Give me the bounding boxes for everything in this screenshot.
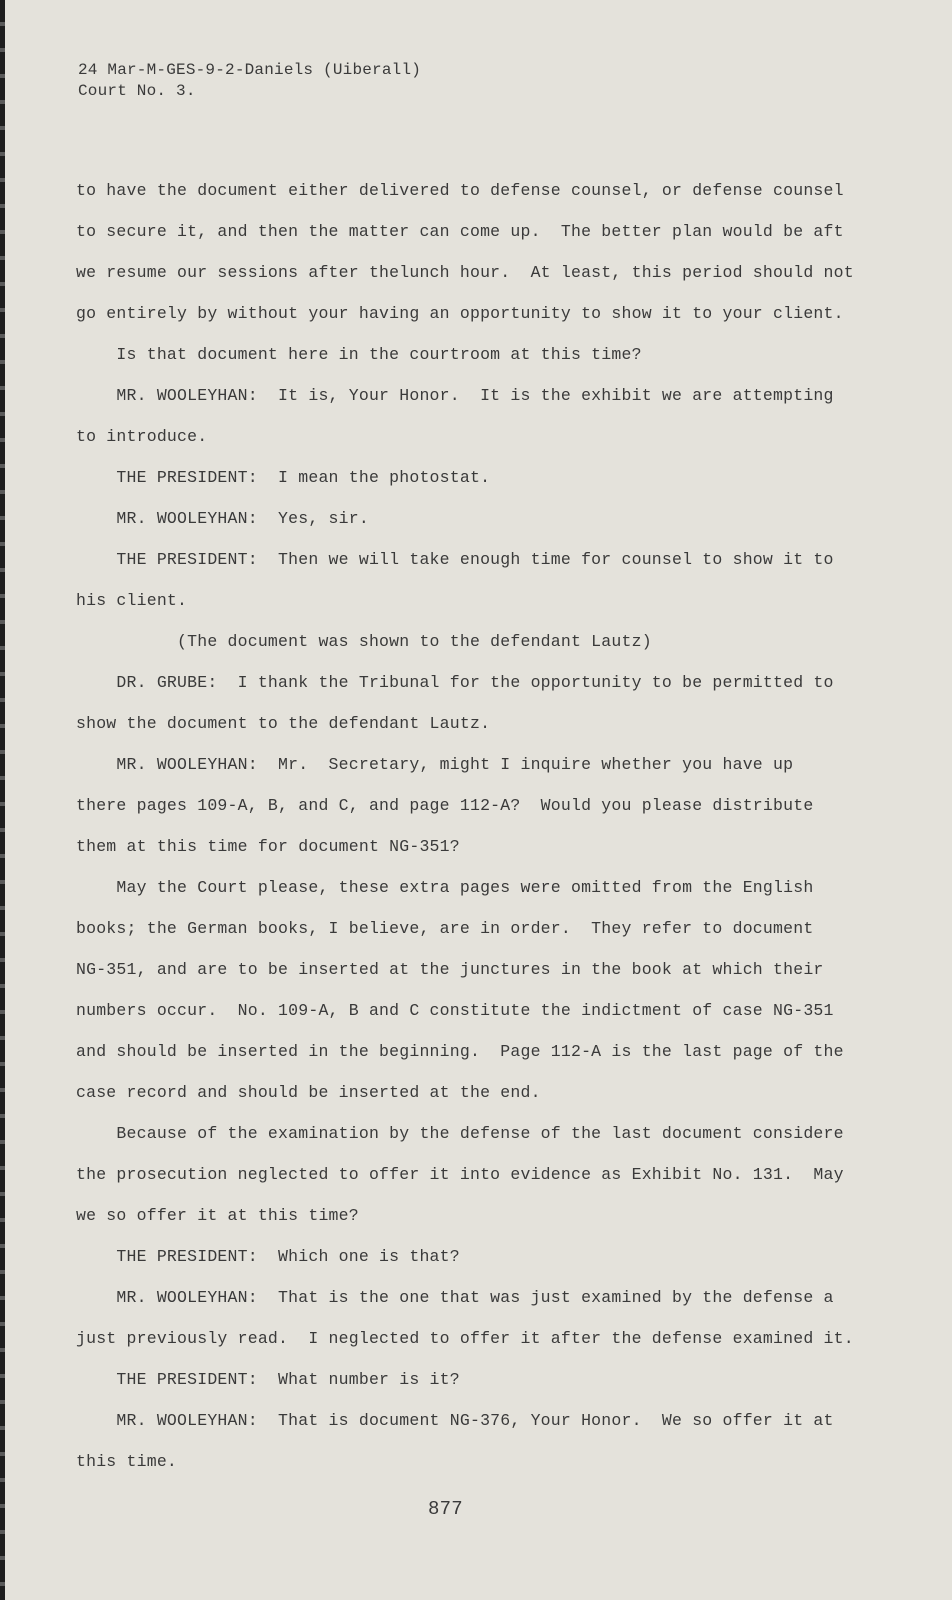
page-number: 877 bbox=[428, 1498, 463, 1520]
binding-edge bbox=[0, 0, 5, 1600]
body-line: go entirely by without your having an opportunity to show it to your client. bbox=[76, 304, 844, 323]
body-line: we so offer it at this time? bbox=[76, 1206, 359, 1225]
body-line: them at this time for document NG-351? bbox=[76, 837, 460, 856]
body-line: there pages 109-A, B, and C, and page 112-A? Would you please distribute bbox=[76, 796, 814, 815]
body-line: his client. bbox=[76, 591, 188, 610]
header-court-line: Court No. 3. bbox=[78, 82, 196, 100]
body-line: just previously read. I neglected to offer it after the defense examined it. bbox=[76, 1329, 854, 1348]
body-line: the prosecution neglected to offer it into evidence as Exhibit No. 131. May bbox=[76, 1165, 844, 1184]
body-line: to secure it, and then the matter can come up. The better plan would be aft bbox=[76, 222, 844, 241]
body-line: MR. WOOLEYHAN: It is, Your Honor. It is the exhibit we are attempting bbox=[76, 386, 834, 405]
body-line: to introduce. bbox=[76, 427, 208, 446]
body-line: MR. WOOLEYHAN: Yes, sir. bbox=[76, 509, 369, 528]
body-line: MR. WOOLEYHAN: That is document NG-376, Your Honor. We so offer it at bbox=[76, 1411, 834, 1430]
body-line: May the Court please, these extra pages were omitted from the English bbox=[76, 878, 814, 897]
body-line: MR. WOOLEYHAN: Mr. Secretary, might I inquire whether you have up bbox=[76, 755, 794, 774]
body-line: books; the German books, I believe, are in order. They refer to document bbox=[76, 919, 814, 938]
body-line: Because of the examination by the defense of the last document considere bbox=[76, 1124, 844, 1143]
body-line: this time. bbox=[76, 1452, 178, 1471]
body-line: show the document to the defendant Lautz. bbox=[76, 714, 491, 733]
body-line: THE PRESIDENT: What number is it? bbox=[76, 1370, 460, 1389]
body-line: NG-351, and are to be inserted at the junctures in the book at which their bbox=[76, 960, 824, 979]
body-line: THE PRESIDENT: I mean the photostat. bbox=[76, 468, 491, 487]
body-line: and should be inserted in the beginning. Page 112-A is the last page of the bbox=[76, 1042, 844, 1061]
body-line: to have the document either delivered to defense counsel, or defense counsel bbox=[76, 181, 844, 200]
body-line: case record and should be inserted at the end. bbox=[76, 1083, 541, 1102]
body-line: numbers occur. No. 109-A, B and C constitute the indictment of case NG-351 bbox=[76, 1001, 834, 1020]
body-line: DR. GRUBE: I thank the Tribunal for the opportunity to be permitted to bbox=[76, 673, 834, 692]
body-line: Is that document here in the courtroom at this time? bbox=[76, 345, 642, 364]
body-line: THE PRESIDENT: Then we will take enough time for counsel to show it to bbox=[76, 550, 834, 569]
body-line: THE PRESIDENT: Which one is that? bbox=[76, 1247, 460, 1266]
body-line: we resume our sessions after thelunch hour. At least, this period should not bbox=[76, 263, 854, 282]
header-case-line: 24 Mar-M-GES-9-2-Daniels (Uiberall) bbox=[78, 61, 422, 79]
body-line: MR. WOOLEYHAN: That is the one that was just examined by the defense a bbox=[76, 1288, 834, 1307]
body-line: (The document was shown to the defendant Lautz) bbox=[76, 632, 652, 651]
